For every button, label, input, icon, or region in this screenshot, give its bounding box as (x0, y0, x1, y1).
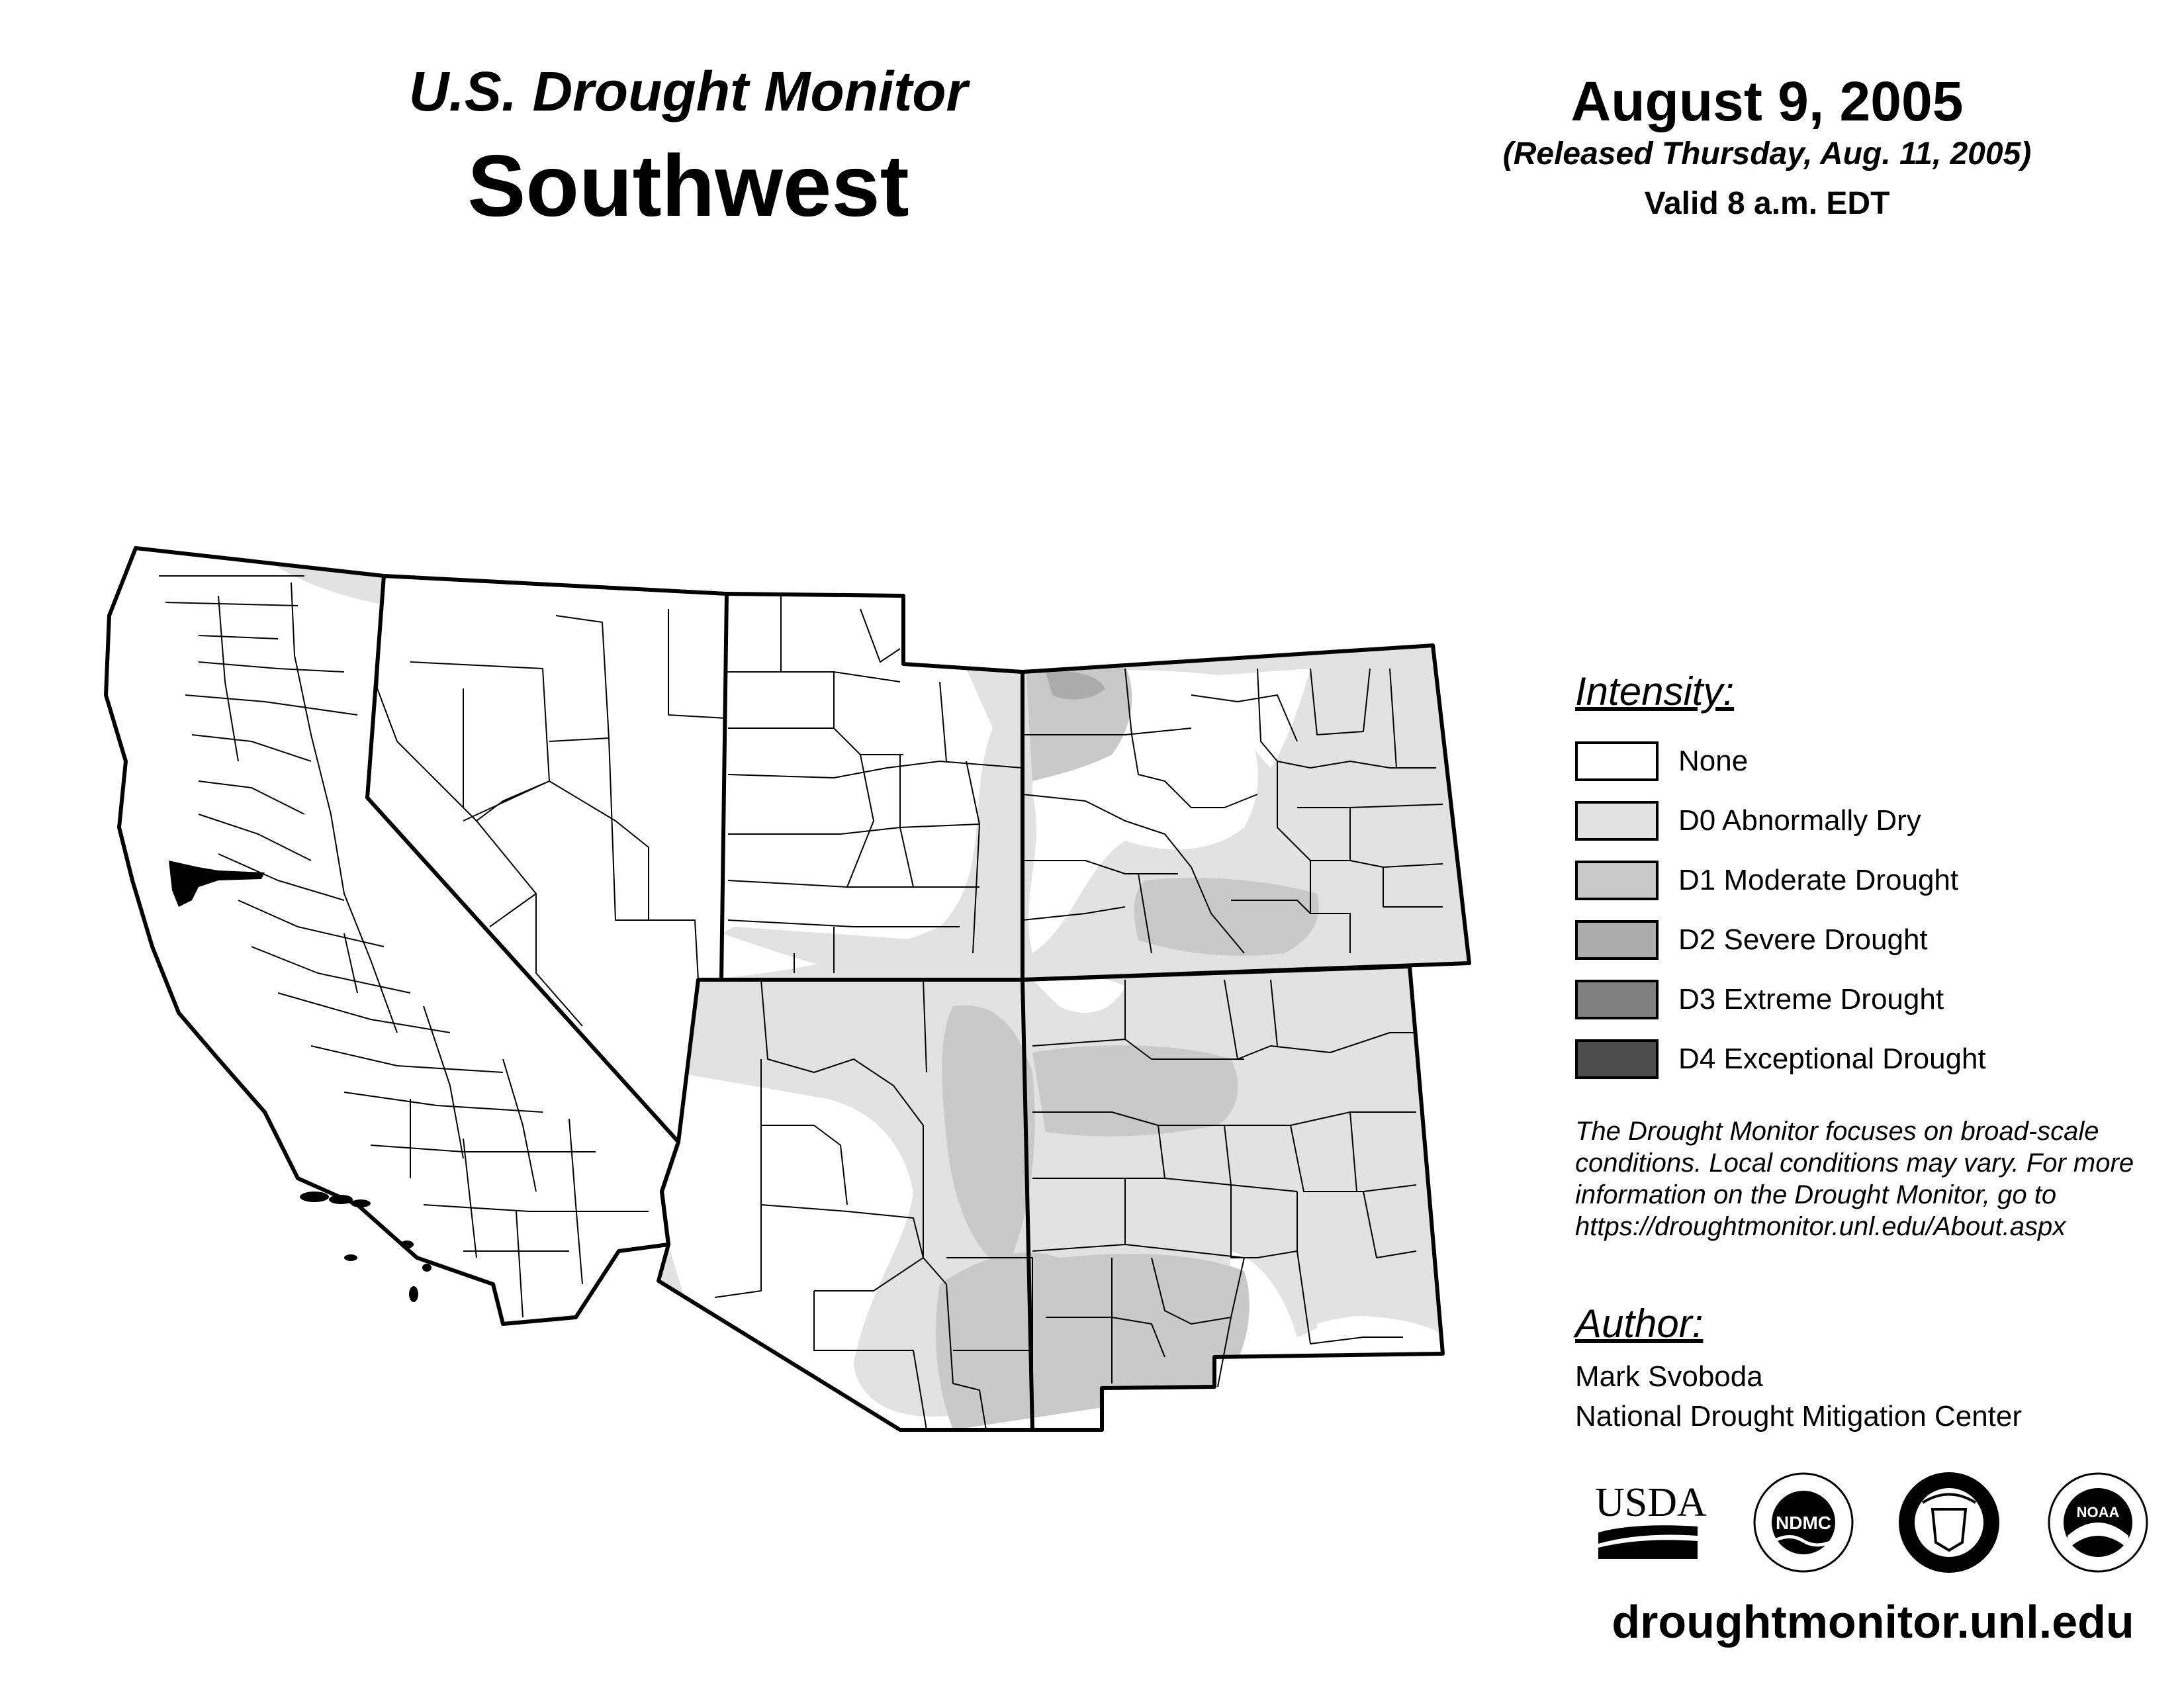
note-url[interactable]: https://droughtmonitor.unl.edu/About.aspx (1575, 1212, 2066, 1241)
none-arizona-sw (662, 1092, 848, 1380)
note-line: information on the Drought Monitor, go to (1575, 1180, 2057, 1209)
legend-label: D4 Exceptional Drought (1678, 1043, 1986, 1075)
noaa-logo (2049, 1474, 2147, 1571)
author-title: Author: (1575, 1301, 1704, 1346)
d1-nm-south (936, 1252, 1250, 1430)
svg-text:NDMC: NDMC (1776, 1513, 1831, 1533)
island-7 (409, 1286, 418, 1302)
map-title: U.S. Drought Monitor (408, 60, 968, 122)
disclaimer-note (1575, 1115, 2171, 1243)
legend-item-d2 (1575, 917, 1928, 963)
release-date: (Released Thursday, Aug. 11, 2005) (1502, 136, 2032, 171)
map-date: August 9, 2005 (1570, 70, 1964, 132)
legend-swatch (1575, 920, 1659, 960)
island-5 (422, 1264, 432, 1272)
legend-item-none (1575, 738, 1748, 784)
legend-label: D1 Moderate Drought (1678, 864, 1959, 896)
legend-swatch (1575, 1039, 1659, 1079)
legend-swatch (1575, 741, 1659, 781)
svg-text:NOAA: NOAA (2076, 1504, 2120, 1521)
drought-areas (271, 563, 1482, 1430)
island-3 (351, 1199, 371, 1207)
legend-item-d4 (1575, 1036, 1986, 1082)
author-organization: National Drought Mitigation Center (1575, 1400, 2023, 1432)
island-6 (344, 1254, 357, 1261)
legend-label: D0 Abnormally Dry (1678, 804, 1921, 837)
author-name: Mark Svoboda (1575, 1360, 1763, 1393)
legend-swatch (1575, 980, 1659, 1019)
website-link[interactable]: droughtmonitor.unl.edu (1612, 1596, 2134, 1648)
usda-logo (1595, 1480, 1707, 1559)
legend-label: D3 Extreme Drought (1678, 983, 1944, 1015)
agency-logos (1575, 1470, 2171, 1575)
ndmc-logo (1754, 1474, 1852, 1571)
region-title: Southwest (467, 137, 909, 234)
legend-item-d1 (1575, 857, 1958, 904)
svg-text:USDA: USDA (1595, 1480, 1707, 1525)
department-of-commerce-seal-icon (1899, 1472, 1999, 1573)
legend-label: None (1678, 745, 1749, 777)
california-outline (106, 548, 678, 1324)
valid-time: Valid 8 a.m. EDT (1644, 186, 1890, 221)
legend-swatch (1575, 861, 1659, 900)
legend-swatch (1575, 801, 1659, 841)
legend-title: Intensity: (1575, 669, 1735, 714)
island-1 (300, 1192, 329, 1202)
nevada-outline (384, 576, 727, 1142)
note-line: The Drought Monitor focuses on broad-scale (1575, 1117, 2099, 1146)
island-2 (329, 1195, 353, 1204)
d1-south-colorado (1134, 878, 1318, 956)
legend-item-d0 (1575, 798, 1921, 844)
d0-northern-nevada (271, 563, 514, 613)
legend-label: D2 Severe Drought (1678, 923, 1928, 956)
island-4 (400, 1241, 414, 1248)
note-line: conditions. Local conditions may vary. For more (1575, 1149, 2134, 1178)
legend-item-d3 (1575, 976, 1944, 1023)
